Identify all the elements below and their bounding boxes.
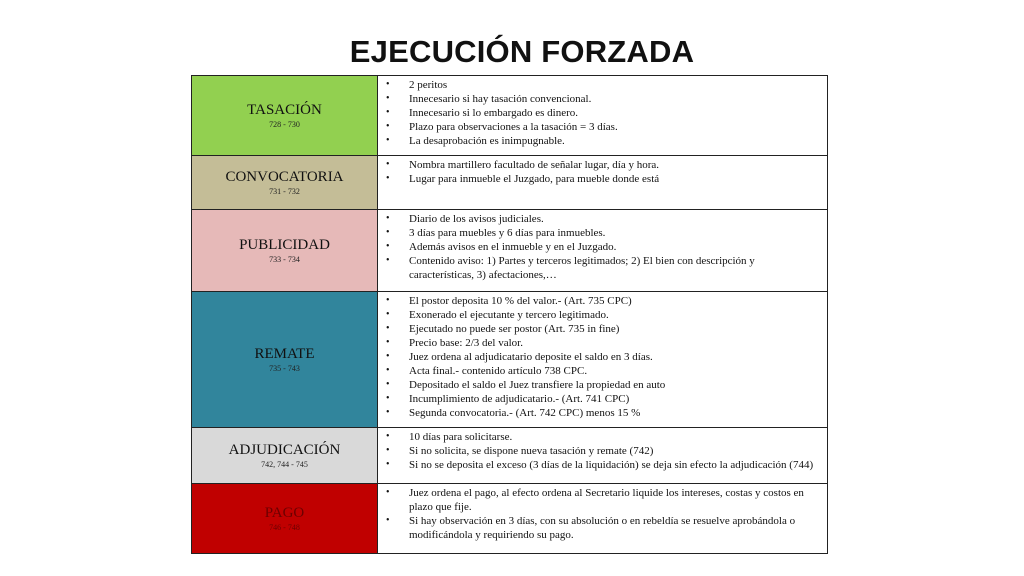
article-range: 742, 744 - 745 [261,460,308,469]
bullet-dot-icon: • [386,241,390,252]
list-item: • Además avisos en el inmueble y en el Juzgado. [386,241,617,253]
stage-cell-convocatoria [192,156,378,210]
article-range: 735 - 743 [269,364,300,373]
stage-name: CONVOCATORIA [225,169,344,185]
article-range: 746 - 748 [269,523,300,532]
list-item: • Depositado el saldo el Juez transfiere la propiedad en auto [386,379,666,391]
article-range: 731 - 732 [269,187,300,196]
bullet-dot-icon: • [386,107,390,118]
table-row [192,156,828,210]
stage-items-convocatoria [378,156,828,210]
bullet-dot-icon: • [386,93,390,104]
bullet-dot-icon: • [386,351,390,362]
list-item: • Lugar para inmueble el Juzgado, para mueble donde está [386,173,660,185]
stage-cell-adjudicacion [192,428,378,484]
table-row [192,76,828,156]
bullet-dot-icon: • [386,121,390,132]
bullet-dot-icon: • [386,393,390,404]
list-item: • El postor deposita 10 % del valor.- (Art. 735 CPC) [386,295,632,307]
list-item: • Nombra martillero facultado de señalar lugar, día y hora. [386,159,660,171]
list-item: • Exonerado el ejecutante y tercero legitimado. [386,309,609,321]
stage-name: PUBLICIDAD [239,237,330,253]
list-item: • 10 días para solicitarse. [386,431,513,443]
bullet-dot-icon: • [386,459,390,470]
list-item: • Contenido aviso: 1) Partes y terceros legitimados; 2) El bien con descripción y características, 3) afectaciones,… [386,255,755,281]
stage-cell-tasacion [192,76,378,156]
page-title: EJECUCIÓN FORZADA [349,34,695,69]
list-item: • Si no se deposita el exceso (3 días de la liquidación) se deja sin efecto la adjudicación (744) [386,459,814,471]
bullet-dot-icon: • [386,79,390,90]
list-item: • 3 días para muebles y 6 días para inmuebles. [386,227,606,239]
list-item: • Juez ordena el pago, al efecto ordena al Secretario liquide los intereses, costas y costos en plazo que fije. [386,487,804,513]
list-item: • Ejecutado no puede ser postor (Art. 735 in fine) [386,323,620,335]
bullet-dot-icon: • [386,227,390,238]
bullet-dot-icon: • [386,379,390,390]
article-range: 733 - 734 [269,255,300,264]
list-item: • Incumplimiento de adjudicatario.- (Art. 741 CPC) [386,393,630,405]
bullet-dot-icon: • [386,255,390,266]
table-row [192,292,828,428]
stage-name: PAGO [264,505,305,521]
bullet-dot-icon: • [386,487,390,498]
stage-name: ADJUDICACIÓN [228,442,341,458]
table-row [192,428,828,484]
list-item: • Juez ordena al adjudicatario deposite el saldo en 3 días. [386,351,653,363]
table-row [192,484,828,554]
list-item: • Si hay observación en 3 días, con su absolución o en rebeldía se resuelve aprobándola o modificándola y requiriendo su pago. [386,515,796,541]
list-item: • Innecesario si hay tasación convencional. [386,93,592,105]
list-item: • 2 peritos [386,79,448,91]
stage-items-publicidad [378,210,828,292]
bullet-dot-icon: • [386,295,390,306]
stage-cell-publicidad [192,210,378,292]
table-row [192,210,828,292]
bullet-dot-icon: • [386,135,390,146]
bullet-dot-icon: • [386,173,390,184]
stage-items-tasacion [378,76,828,156]
stage-cell-remate [192,292,378,428]
list-item: • Si no solicita, se dispone nueva tasación y remate (742) [386,445,654,457]
bullet-dot-icon: • [386,515,390,526]
schedule-table [191,75,828,554]
list-item: • Acta final.- contenido artículo 738 CPC. [386,365,588,377]
list-item: • Plazo para observaciones a la tasación = 3 días. [386,121,618,133]
stage-name: TASACIÓN [247,102,322,118]
list-item: • Segunda convocatoria.- (Art. 742 CPC) menos 15 % [386,407,641,419]
list-item: • Precio base: 2/3 del valor. [386,337,523,349]
stage-items-remate [378,292,828,428]
stage-items-pago [378,484,828,554]
bullet-dot-icon: • [386,323,390,334]
bullet-dot-icon: • [386,407,390,418]
stage-name: REMATE [254,346,315,362]
list-item: • Diario de los avisos judiciales. [386,213,544,225]
bullet-dot-icon: • [386,159,390,170]
list-item: • Innecesario si lo embargado es dinero. [386,107,579,119]
bullet-dot-icon: • [386,309,390,320]
bullet-dot-icon: • [386,365,390,376]
article-range: 728 - 730 [269,120,300,129]
bullet-dot-icon: • [386,431,390,442]
list-item: • La desaprobación es inimpugnable. [386,135,565,147]
bullet-dot-icon: • [386,445,390,456]
bullet-dot-icon: • [386,213,390,224]
stage-items-adjudicacion [378,428,828,484]
bullet-dot-icon: • [386,337,390,348]
stage-cell-pago [192,484,378,554]
